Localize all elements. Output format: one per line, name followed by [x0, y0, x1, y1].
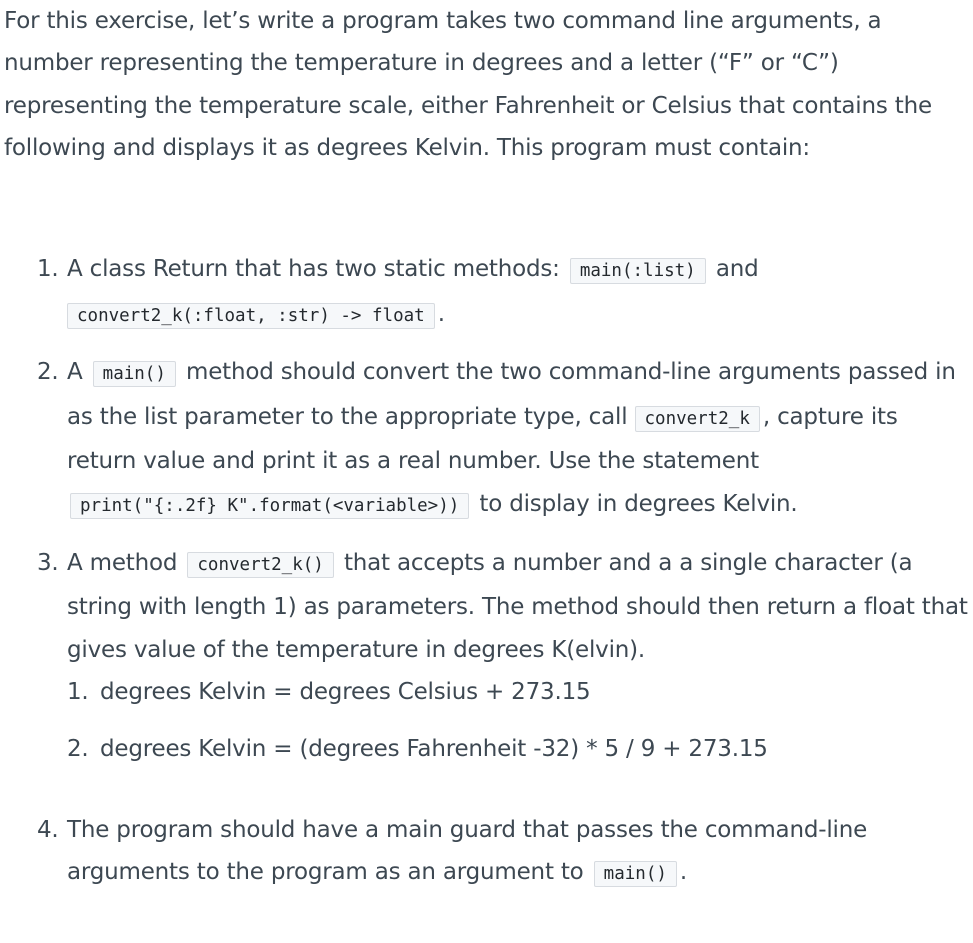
list-item-1	[0, 248, 973, 337]
list-item-3	[0, 542, 973, 771]
code-main-list: main(:list)	[570, 258, 706, 284]
code-convert2-k: convert2_k	[635, 406, 760, 432]
list-number: 2.	[67, 735, 89, 762]
item-text: that accepts a number and a a single character (a string with length 1) as parameters. The method should then return a float that gives value of the temperature in degrees K(elvin).	[67, 549, 968, 663]
code-convert2-k-signature: convert2_k(:float, :str) -> float	[67, 303, 435, 329]
code-main-call: main()	[594, 861, 677, 887]
code-convert2-k-call: convert2_k()	[187, 552, 333, 578]
list-item-4	[0, 809, 973, 896]
item-text: , capture its return value and print it as a real number. Use the statement	[67, 403, 898, 475]
item-text: method should convert the two command-line arguments passed in as the list parameter to the appropriate type, call	[67, 359, 956, 430]
item-text: The program should have a main guard that passes the command-line arguments to the program as an argument to	[67, 816, 868, 886]
requirements-list	[0, 248, 973, 910]
item-text: A class Return that has two static methods:	[67, 256, 567, 282]
item-text: .	[679, 859, 688, 886]
code-main: main()	[93, 361, 176, 387]
formula-item-1	[67, 671, 973, 714]
formula-item-2	[67, 728, 973, 771]
item-text: and	[708, 256, 759, 282]
item-text: to display in degrees Kelvin.	[472, 490, 798, 517]
list-item-2	[0, 351, 973, 527]
list-number: 1.	[37, 256, 59, 282]
formula-text: degrees Kelvin = (degrees Fahrenheit -32) * 5 / 9 + 273.15	[100, 735, 768, 762]
list-number: 2.	[37, 359, 59, 386]
intro-paragraph: For this exercise, let’s write a program takes two command line arguments, a number representing the temperature in degrees and a letter (“F” or “C”) representing the temperature scale, either Fahrenheit or Celsius that contains the following and displays it as degrees Kelvin. This program must contain:	[4, 8, 932, 162]
item-text: .	[437, 300, 445, 327]
formula-text: degrees Kelvin = degrees Celsius + 273.15	[100, 679, 591, 706]
item-text: A method	[67, 549, 185, 576]
list-number: 3.	[37, 549, 59, 576]
list-number: 4.	[37, 816, 59, 843]
item-text: A	[67, 359, 90, 386]
list-number: 1.	[67, 679, 89, 706]
formula-list	[67, 671, 973, 770]
code-print-statement: print("{:.2f} K".format(<variable>))	[70, 493, 469, 519]
